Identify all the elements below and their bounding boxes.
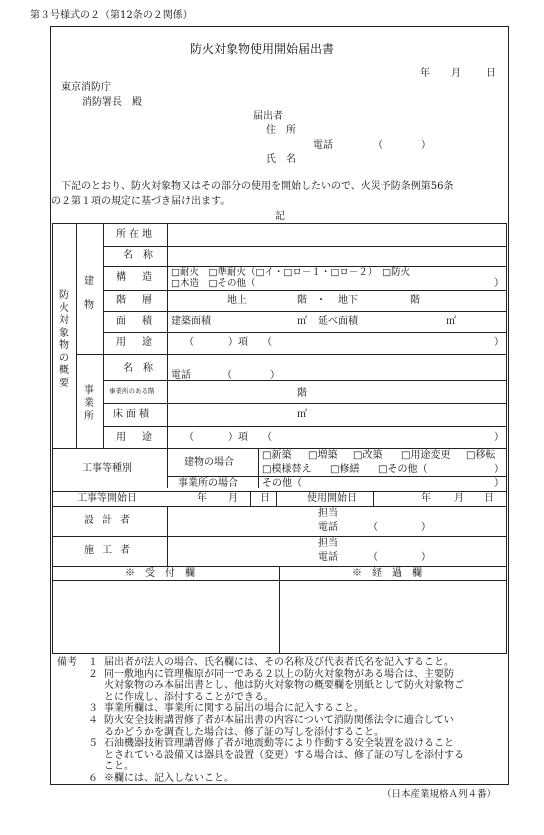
note-number: ４ bbox=[88, 714, 98, 726]
divider bbox=[250, 492, 251, 506]
office-area-unit: ㎡ bbox=[297, 409, 307, 420]
builder-phone-close: ） bbox=[421, 552, 431, 563]
use-close: ）項 bbox=[228, 337, 248, 348]
office-case-label: 事業所の場合 bbox=[178, 478, 238, 489]
note-text: 届出者が法人の場合、氏名欄には、その名称及び代表者氏名を記入すること。 bbox=[104, 657, 454, 668]
office-phone-open: （ bbox=[222, 370, 232, 381]
divider bbox=[76, 354, 507, 355]
note-text: るかどうかを調査した場合は、修了証の写しを添付すること。 bbox=[104, 726, 384, 738]
work-opt-relocate[interactable]: □ 移転 bbox=[466, 450, 495, 462]
note-line bbox=[88, 715, 506, 727]
notes-label: 備考 bbox=[57, 657, 77, 668]
note-number: １ bbox=[88, 657, 98, 668]
office-use-label: 用 途 bbox=[116, 432, 155, 443]
note-number: ５ bbox=[88, 738, 98, 750]
office-floor-label: 事業所のある階 bbox=[109, 387, 155, 395]
note-line bbox=[88, 692, 506, 704]
note-line bbox=[88, 657, 506, 669]
note-item bbox=[88, 669, 506, 704]
work-opt-remodel[interactable]: □ 模様替え bbox=[262, 464, 311, 476]
use-start-day: 日 bbox=[484, 493, 494, 504]
structure-label: 構 造 bbox=[116, 272, 155, 283]
note-text: とされている設備又は器具を設置（変更）する場合は、修了証の写しを添付する bbox=[104, 749, 464, 761]
form-number: 第３号様式の２（第12条の２関係） bbox=[30, 10, 193, 21]
floors-label: 階 層 bbox=[116, 295, 155, 306]
applicant-label: 届出者 bbox=[253, 111, 283, 122]
divider bbox=[52, 536, 507, 537]
reception-column-header: ※ 受 付 欄 bbox=[125, 568, 195, 579]
date-day: 日 bbox=[486, 68, 496, 79]
divider bbox=[52, 506, 507, 507]
total-area-label: 延べ面積 bbox=[318, 316, 358, 327]
structure-options-line2[interactable]: □ 木造 □その他（ bbox=[171, 278, 255, 289]
note-text: こと。 bbox=[104, 761, 134, 773]
use-paren-open: （ bbox=[262, 337, 272, 348]
divider bbox=[103, 403, 507, 404]
note-number: ６ bbox=[88, 772, 98, 784]
designer-phone-open: （ bbox=[368, 522, 378, 533]
note-item bbox=[88, 738, 506, 773]
progress-field[interactable] bbox=[280, 581, 506, 653]
date-month: 月 bbox=[451, 68, 461, 79]
office-use-close: ）項 bbox=[228, 432, 248, 443]
office-other-label: その他（ bbox=[262, 478, 302, 489]
work-opt-extend[interactable]: □ 増築 bbox=[308, 450, 337, 462]
divider bbox=[52, 566, 507, 567]
note-line bbox=[88, 773, 506, 785]
footer-standard: （日本産業規格Ａ列４番） bbox=[382, 789, 497, 800]
use-start-label: 使用開始日 bbox=[307, 493, 357, 504]
note-text: 事業所欄は、事業所に関する届出の場合に記入すること。 bbox=[104, 703, 364, 715]
building-label: 建物 bbox=[84, 276, 94, 311]
note-number: ２ bbox=[88, 668, 98, 680]
floors-below-kai: 階 bbox=[410, 295, 420, 306]
note-item bbox=[88, 703, 506, 715]
builder-phone-open: （ bbox=[368, 552, 378, 563]
floor-area-label: 床面積 bbox=[113, 409, 152, 420]
note-text: 火対象物のみ本届出書とし、他は防火対象物の概要欄を別紙として防火対象物ご bbox=[104, 680, 464, 692]
form-title: 防火対象物使用開始届出書 bbox=[190, 42, 335, 56]
divider bbox=[103, 311, 507, 312]
divider bbox=[52, 448, 507, 449]
note-line bbox=[88, 703, 506, 715]
work-opt-use-change[interactable]: □ 用途変更 bbox=[401, 450, 450, 462]
note-item bbox=[88, 715, 506, 738]
structure-close-paren: ） bbox=[494, 278, 504, 289]
work-type-label: 工事等種別 bbox=[82, 463, 132, 474]
note-text: 同一敷地内に管理権原が同一である２以上の防火対象物がある場合は、主要防 bbox=[104, 668, 454, 680]
divider bbox=[103, 426, 507, 427]
note-text: 防火安全技術講習修了者が本届出書の内容について消防関係法令に適合してい bbox=[104, 714, 454, 726]
building-area-unit: ㎡ bbox=[297, 316, 307, 327]
designer-phone-close: ） bbox=[421, 522, 431, 533]
divider bbox=[52, 491, 507, 492]
divider bbox=[103, 246, 507, 247]
location-label: 所在地 bbox=[116, 229, 155, 240]
applicant-phone-close: ） bbox=[421, 140, 431, 151]
ki-label: 記 bbox=[275, 211, 285, 222]
work-opt-close: ） bbox=[494, 464, 504, 475]
divider bbox=[258, 448, 259, 488]
note-line bbox=[88, 750, 506, 762]
use-paren-close: ） bbox=[494, 337, 504, 348]
office-floor-kai: 階 bbox=[297, 388, 307, 399]
divider bbox=[167, 476, 507, 477]
work-opt-repair[interactable]: □ 修繕 bbox=[330, 464, 359, 476]
divider bbox=[103, 290, 507, 291]
applicant-name: 氏 名 bbox=[266, 154, 296, 165]
floors-dot: ・ bbox=[316, 295, 326, 306]
date-year: 年 bbox=[420, 68, 430, 79]
builder-phone: 電話 bbox=[318, 552, 338, 563]
area-label: 面 積 bbox=[116, 316, 155, 327]
divider bbox=[373, 492, 374, 506]
overview-side-label: 防火対象物の概要 bbox=[59, 290, 69, 389]
floors-above-label: 地上 bbox=[227, 295, 247, 306]
designer-contact: 担当 bbox=[318, 508, 338, 519]
note-line bbox=[88, 761, 506, 773]
addressee-line2: 消防署長 殿 bbox=[82, 97, 142, 108]
floors-below-label: 地下 bbox=[338, 295, 358, 306]
note-item bbox=[88, 657, 506, 669]
applicant-phone-open: （ bbox=[373, 140, 383, 151]
divider bbox=[103, 380, 507, 381]
note-line bbox=[88, 680, 506, 692]
office-use-paren-close: ） bbox=[494, 432, 504, 443]
applicant-address: 住 所 bbox=[266, 125, 296, 136]
building-area-label: 建築面積 bbox=[171, 316, 211, 327]
office-phone-label: 電話 bbox=[171, 370, 191, 381]
use-start-year: 年 bbox=[421, 493, 431, 504]
note-line bbox=[88, 669, 506, 681]
office-use-open: （ bbox=[184, 432, 194, 443]
designer-phone: 電話 bbox=[318, 522, 338, 533]
divider bbox=[103, 332, 507, 333]
divider bbox=[76, 223, 77, 448]
work-start-year: 年 bbox=[197, 493, 207, 504]
note-number: ３ bbox=[88, 703, 98, 715]
building-name-label: 名 称 bbox=[123, 250, 153, 261]
work-start-label: 工事等開始日 bbox=[77, 493, 137, 504]
floors-above-kai: 階 bbox=[297, 295, 307, 306]
note-line bbox=[88, 738, 506, 750]
note-item bbox=[88, 773, 506, 785]
note-line bbox=[88, 727, 506, 739]
work-start-day: 日 bbox=[260, 493, 270, 504]
structure-options-line1[interactable]: □ 耐火 □準耐火（□イ・□ロ－１・□ロ－２） □防火 bbox=[171, 267, 410, 278]
office-label: 事業所 bbox=[84, 385, 94, 422]
total-area-unit: ㎡ bbox=[446, 316, 456, 327]
office-use-paren-open: （ bbox=[262, 432, 272, 443]
body-text-line2: の２第１項の規定に基づき届け出ます。 bbox=[51, 196, 231, 207]
designer-label: 設計者 bbox=[84, 515, 138, 526]
notes-list bbox=[88, 657, 506, 785]
builder-label: 施工者 bbox=[84, 545, 138, 556]
work-opt-new[interactable]: □ 新築 bbox=[262, 450, 291, 462]
office-phone-close: ） bbox=[270, 370, 280, 381]
work-start-month: 月 bbox=[228, 493, 238, 504]
work-opt-rebuild[interactable]: □ 改築 bbox=[353, 450, 382, 462]
note-text: とに作成し、添付することができる。 bbox=[104, 691, 274, 703]
divider bbox=[276, 492, 277, 506]
builder-contact: 担当 bbox=[318, 538, 338, 549]
divider bbox=[103, 223, 104, 448]
office-other-close: ） bbox=[494, 478, 504, 489]
office-name-label: 名 称 bbox=[123, 363, 153, 374]
use-open: （ bbox=[184, 337, 194, 348]
use-start-month: 月 bbox=[454, 493, 464, 504]
applicant-phone: 電話 bbox=[313, 140, 333, 151]
progress-column-header: ※ 経 過 欄 bbox=[352, 568, 422, 579]
building-case-label: 建物の場合 bbox=[184, 457, 234, 468]
addressee-line1: 東京消防庁 bbox=[61, 82, 111, 93]
note-text: 石油機器技術管理講習修了者が地震動等により作動する安全装置を設けること bbox=[104, 738, 454, 750]
body-text-line1: 下記のとおり、防火対象物又はその部分の使用を開始したいので、火災予防条例第56条 bbox=[61, 181, 454, 192]
work-opt-other[interactable]: □ その他（ bbox=[378, 464, 427, 476]
use-label: 用 途 bbox=[116, 337, 155, 348]
reception-field[interactable] bbox=[53, 581, 278, 653]
note-text: ※欄には、記入しないこと。 bbox=[104, 772, 234, 784]
